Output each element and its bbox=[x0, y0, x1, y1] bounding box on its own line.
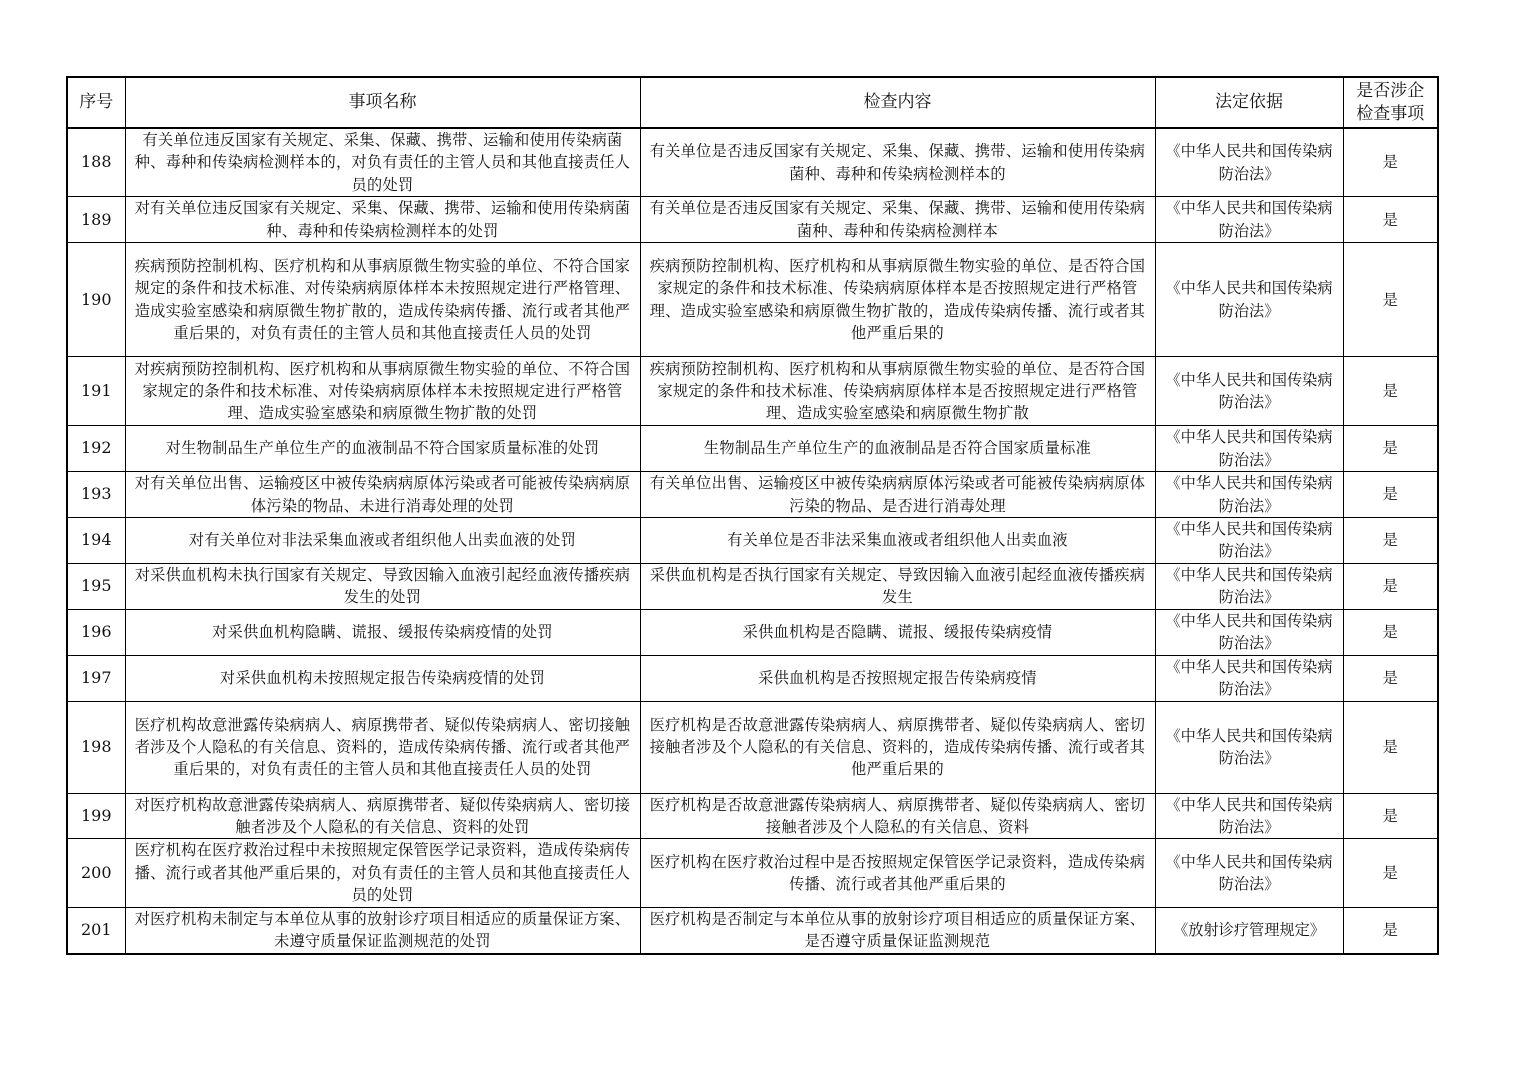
enterprise-related-cell: 是 bbox=[1343, 426, 1438, 472]
inspection-content-cell: 医疗机构是否制定与本单位从事的放射诊疗项目相适应的质量保证方案、是否遵守质量保证监测规范 bbox=[640, 907, 1155, 953]
table-row bbox=[67, 357, 1438, 426]
inspection-content-cell: 医疗机构在医疗救治过程中是否按照规定保管医学记录资料，造成传染病传播、流行或者其他严重后果的 bbox=[640, 839, 1155, 907]
enterprise-related-cell: 是 bbox=[1343, 472, 1438, 518]
row-number: 199 bbox=[67, 793, 125, 839]
enterprise-related-cell: 是 bbox=[1343, 128, 1438, 197]
row-number: 195 bbox=[67, 563, 125, 609]
legal-basis-cell: 《中华人民共和国传染病防治法》 bbox=[1155, 839, 1343, 907]
inspection-content-cell: 有关单位是否违反国家有关规定、采集、保藏、携带、运输和使用传染病菌种、毒种和传染病检测样本 bbox=[640, 197, 1155, 243]
legal-basis-cell: 《放射诊疗管理规定》 bbox=[1155, 907, 1343, 953]
row-number: 193 bbox=[67, 472, 125, 518]
item-name-cell: 对有关单位出售、运输疫区中被传染病病原体污染或者可能被传染病病原体污染的物品、未进行消毒处理的处罚 bbox=[125, 472, 640, 518]
inspection-content-cell: 生物制品生产单位生产的血液制品是否符合国家质量标准 bbox=[640, 426, 1155, 472]
inspection-content-cell: 疾病预防控制机构、医疗机构和从事病原微生物实验的单位、是否符合国家规定的条件和技术标准、传染病病原体样本是否按照规定进行严格管理、造成实验室感染和病原微生物扩散 bbox=[640, 357, 1155, 426]
inspection-content-cell: 有关单位出售、运输疫区中被传染病病原体污染或者可能被传染病病原体污染的物品、是否进行消毒处理 bbox=[640, 472, 1155, 518]
inspection-content-cell: 医疗机构是否故意泄露传染病病人、病原携带者、疑似传染病病人、密切接触者涉及个人隐私的有关信息、资料的，造成传染病传播、流行或者其他严重后果的 bbox=[640, 701, 1155, 793]
header-no: 序号 bbox=[67, 77, 125, 128]
legal-basis-cell: 《中华人民共和国传染病防治法》 bbox=[1155, 243, 1343, 357]
item-name-cell: 对有关单位违反国家有关规定、采集、保藏、携带、运输和使用传染病菌种、毒种和传染病检测样本的处罚 bbox=[125, 197, 640, 243]
row-number: 200 bbox=[67, 839, 125, 907]
legal-basis-cell: 《中华人民共和国传染病防治法》 bbox=[1155, 793, 1343, 839]
row-number: 190 bbox=[67, 243, 125, 357]
row-number: 197 bbox=[67, 655, 125, 701]
item-name-cell: 对医疗机构故意泄露传染病病人、病原携带者、疑似传染病病人、密切接触者涉及个人隐私的有关信息、资料的处罚 bbox=[125, 793, 640, 839]
table-row bbox=[67, 907, 1438, 953]
table-row bbox=[67, 793, 1438, 839]
enterprise-related-cell: 是 bbox=[1343, 907, 1438, 953]
table-row bbox=[67, 701, 1438, 793]
item-name-cell: 对采供血机构未执行国家有关规定、导致因输入血液引起经血液传播疾病发生的处罚 bbox=[125, 563, 640, 609]
row-number: 198 bbox=[67, 701, 125, 793]
inspection-content-cell: 医疗机构是否故意泄露传染病病人、病原携带者、疑似传染病病人、密切接触者涉及个人隐私的有关信息、资料 bbox=[640, 793, 1155, 839]
table-row bbox=[67, 839, 1438, 907]
item-name-cell: 对采供血机构隐瞒、谎报、缓报传染病疫情的处罚 bbox=[125, 609, 640, 655]
row-number: 196 bbox=[67, 609, 125, 655]
item-name-cell: 对有关单位对非法采集血液或者组织他人出卖血液的处罚 bbox=[125, 518, 640, 564]
legal-basis-cell: 《中华人民共和国传染病防治法》 bbox=[1155, 426, 1343, 472]
legal-basis-cell: 《中华人民共和国传染病防治法》 bbox=[1155, 128, 1343, 197]
row-number: 189 bbox=[67, 197, 125, 243]
inspection-content-cell: 疾病预防控制机构、医疗机构和从事病原微生物实验的单位、是否符合国家规定的条件和技术标准、传染病病原体样本是否按照规定进行严格管理、造成实验室感染和病原微生物扩散的，造成传染病传播、流行或者其他严重后果的 bbox=[640, 243, 1155, 357]
header-enterprise-line1: 是否涉企 bbox=[1356, 80, 1425, 101]
table-row bbox=[67, 426, 1438, 472]
inspection-content-cell: 采供血机构是否隐瞒、谎报、缓报传染病疫情 bbox=[640, 609, 1155, 655]
header-inspection-content: 检查内容 bbox=[640, 77, 1155, 128]
table-row bbox=[67, 197, 1438, 243]
item-name-cell: 医疗机构故意泄露传染病病人、病原携带者、疑似传染病病人、密切接触者涉及个人隐私的有关信息、资料的，造成传染病传播、流行或者其他严重后果的，对负有责任的主管人员和其他直接责任人员的处罚 bbox=[125, 701, 640, 793]
item-name-cell: 对采供血机构未按照规定报告传染病疫情的处罚 bbox=[125, 655, 640, 701]
legal-basis-cell: 《中华人民共和国传染病防治法》 bbox=[1155, 609, 1343, 655]
inspection-items-table bbox=[66, 76, 1439, 955]
enterprise-related-cell: 是 bbox=[1343, 839, 1438, 907]
header-enterprise-related bbox=[1343, 77, 1438, 128]
row-number: 201 bbox=[67, 907, 125, 953]
item-name-cell: 医疗机构在医疗救治过程中未按照规定保管医学记录资料，造成传染病传播、流行或者其他严重后果的，对负有责任的主管人员和其他直接责任人员的处罚 bbox=[125, 839, 640, 907]
enterprise-related-cell: 是 bbox=[1343, 563, 1438, 609]
header-enterprise-line2: 检查事项 bbox=[1356, 103, 1425, 124]
row-number: 194 bbox=[67, 518, 125, 564]
enterprise-related-cell: 是 bbox=[1343, 518, 1438, 564]
legal-basis-cell: 《中华人民共和国传染病防治法》 bbox=[1155, 655, 1343, 701]
row-number: 191 bbox=[67, 357, 125, 426]
table-row bbox=[67, 472, 1438, 518]
table-row bbox=[67, 128, 1438, 197]
item-name-cell: 对生物制品生产单位生产的血液制品不符合国家质量标准的处罚 bbox=[125, 426, 640, 472]
legal-basis-cell: 《中华人民共和国传染病防治法》 bbox=[1155, 357, 1343, 426]
inspection-content-cell: 采供血机构是否执行国家有关规定、导致因输入血液引起经血液传播疾病发生 bbox=[640, 563, 1155, 609]
enterprise-related-cell: 是 bbox=[1343, 609, 1438, 655]
legal-basis-cell: 《中华人民共和国传染病防治法》 bbox=[1155, 518, 1343, 564]
item-name-cell: 对疾病预防控制机构、医疗机构和从事病原微生物实验的单位、不符合国家规定的条件和技术标准、对传染病病原体样本未按照规定进行严格管理、造成实验室感染和病原微生物扩散的处罚 bbox=[125, 357, 640, 426]
inspection-content-cell: 有关单位是否违反国家有关规定、采集、保藏、携带、运输和使用传染病菌种、毒种和传染病检测样本的 bbox=[640, 128, 1155, 197]
row-number: 192 bbox=[67, 426, 125, 472]
legal-basis-cell: 《中华人民共和国传染病防治法》 bbox=[1155, 472, 1343, 518]
enterprise-related-cell: 是 bbox=[1343, 701, 1438, 793]
inspection-content-cell: 有关单位是否非法采集血液或者组织他人出卖血液 bbox=[640, 518, 1155, 564]
legal-basis-cell: 《中华人民共和国传染病防治法》 bbox=[1155, 563, 1343, 609]
legal-basis-cell: 《中华人民共和国传染病防治法》 bbox=[1155, 701, 1343, 793]
table-row bbox=[67, 518, 1438, 564]
enterprise-related-cell: 是 bbox=[1343, 197, 1438, 243]
table-row bbox=[67, 243, 1438, 357]
item-name-cell: 对医疗机构未制定与本单位从事的放射诊疗项目相适应的质量保证方案、未遵守质量保证监测规范的处罚 bbox=[125, 907, 640, 953]
header-legal-basis: 法定依据 bbox=[1155, 77, 1343, 128]
legal-basis-cell: 《中华人民共和国传染病防治法》 bbox=[1155, 197, 1343, 243]
item-name-cell: 疾病预防控制机构、医疗机构和从事病原微生物实验的单位、不符合国家规定的条件和技术标准、对传染病病原体样本未按照规定进行严格管理、造成实验室感染和病原微生物扩散的，造成传染病传播、流行或者其他严重后果的，对负有责任的主管人员和其他直接责任人员的处罚 bbox=[125, 243, 640, 357]
enterprise-related-cell: 是 bbox=[1343, 357, 1438, 426]
header-item-name: 事项名称 bbox=[125, 77, 640, 128]
table-row bbox=[67, 563, 1438, 609]
table-row bbox=[67, 609, 1438, 655]
item-name-cell: 有关单位违反国家有关规定、采集、保藏、携带、运输和使用传染病菌种、毒种和传染病检测样本的，对负有责任的主管人员和其他直接责任人员的处罚 bbox=[125, 128, 640, 197]
table-header-row bbox=[67, 77, 1438, 128]
row-number: 188 bbox=[67, 128, 125, 197]
table-row bbox=[67, 655, 1438, 701]
enterprise-related-cell: 是 bbox=[1343, 243, 1438, 357]
enterprise-related-cell: 是 bbox=[1343, 655, 1438, 701]
enterprise-related-cell: 是 bbox=[1343, 793, 1438, 839]
inspection-content-cell: 采供血机构是否按照规定报告传染病疫情 bbox=[640, 655, 1155, 701]
